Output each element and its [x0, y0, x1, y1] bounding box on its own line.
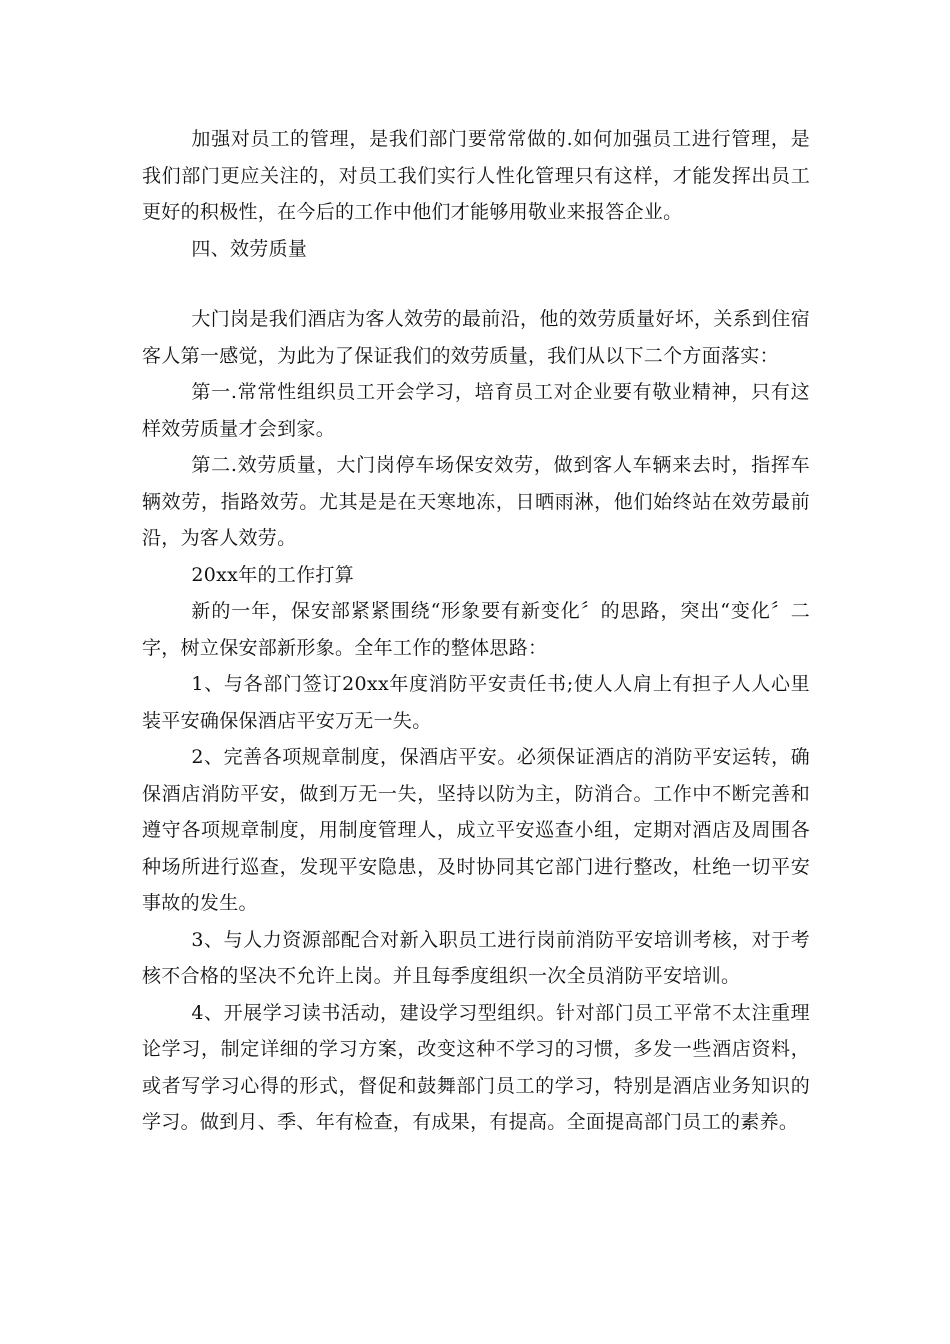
paragraph-first-point: 第一.常常性组织员工开会学习，培育员工对企业要有敬业精神，只有这样效劳质量才会到家。 [142, 381, 810, 440]
paragraph-new-year: 新的一年，保安部紧紧围绕“形象要有新变化〞的思路，突出“变化〞二字，树立保安部新形象。全年工作的整体思路： [142, 600, 810, 659]
document-body [142, 121, 810, 1141]
paragraph-gate-post: 大门岗是我们酒店为客人效劳的最前沿，他的效劳质量好坏，关系到住宿客人第一感觉，为此为了保证我们的效劳质量，我们从以下二个方面落实： [142, 308, 810, 367]
plan-item-4: 4、开展学习读书活动，建设学习型组织。针对部门员工平常不太注重理论学习，制定详细的学习方案，改变这种不学习的习惯，多发一些酒店资料，或者写学习心得的形式，督促和鼓舞部门员工的学习，特别是酒店业务知识的学习。做到月、季、年有检查，有成果，有提高。全面提高部门员工的素养。 [142, 1001, 810, 1133]
plan-item-3: 3、与人力资源部配合对新入职员工进行岗前消防平安培训考核，对于考核不合格的坚决不允许上岗。并且每季度组织一次全员消防平安培训。 [142, 928, 810, 987]
paragraph-second-point: 第二.效劳质量，大门岗停车场保安效劳，做到客人车辆来去时，指挥车辆效劳，指路效劳。尤其是是在天寒地冻，日晒雨淋，他们始终站在效劳最前沿，为客人效劳。 [142, 454, 810, 549]
plan-item-1: 1、与各部门签订20xx年度消防平安责任书;使人人肩上有担子人人心里装平安确保保酒店平安万无一失。 [142, 673, 810, 732]
section-heading-work-plan: 20xx年的工作打算 [191, 563, 354, 586]
plan-item-2: 2、完善各项规章制度，保酒店平安。必须保证酒店的消防平安运转，确保酒店消防平安，做到万无一失，坚持以防为主，防消合。工作中不断完善和遵守各项规章制度，用制度管理人，成立平安巡查小组，定期对酒店及周围各种场所进行巡查，发现平安隐患，及时协同其它部门进行整改，杜绝一切平安事故的发生。 [142, 746, 810, 914]
section-heading-service-quality: 四、效劳质量 [191, 237, 308, 260]
paragraph-staff-management: 加强对员工的管理，是我们部门要常常做的.如何加强员工进行管理，是我们部门更应关注的，对员工我们实行人性化管理只有这样，才能发挥出员工更好的积极性，在今后的工作中他们才能够用敬业来报答企业。 [142, 128, 810, 223]
